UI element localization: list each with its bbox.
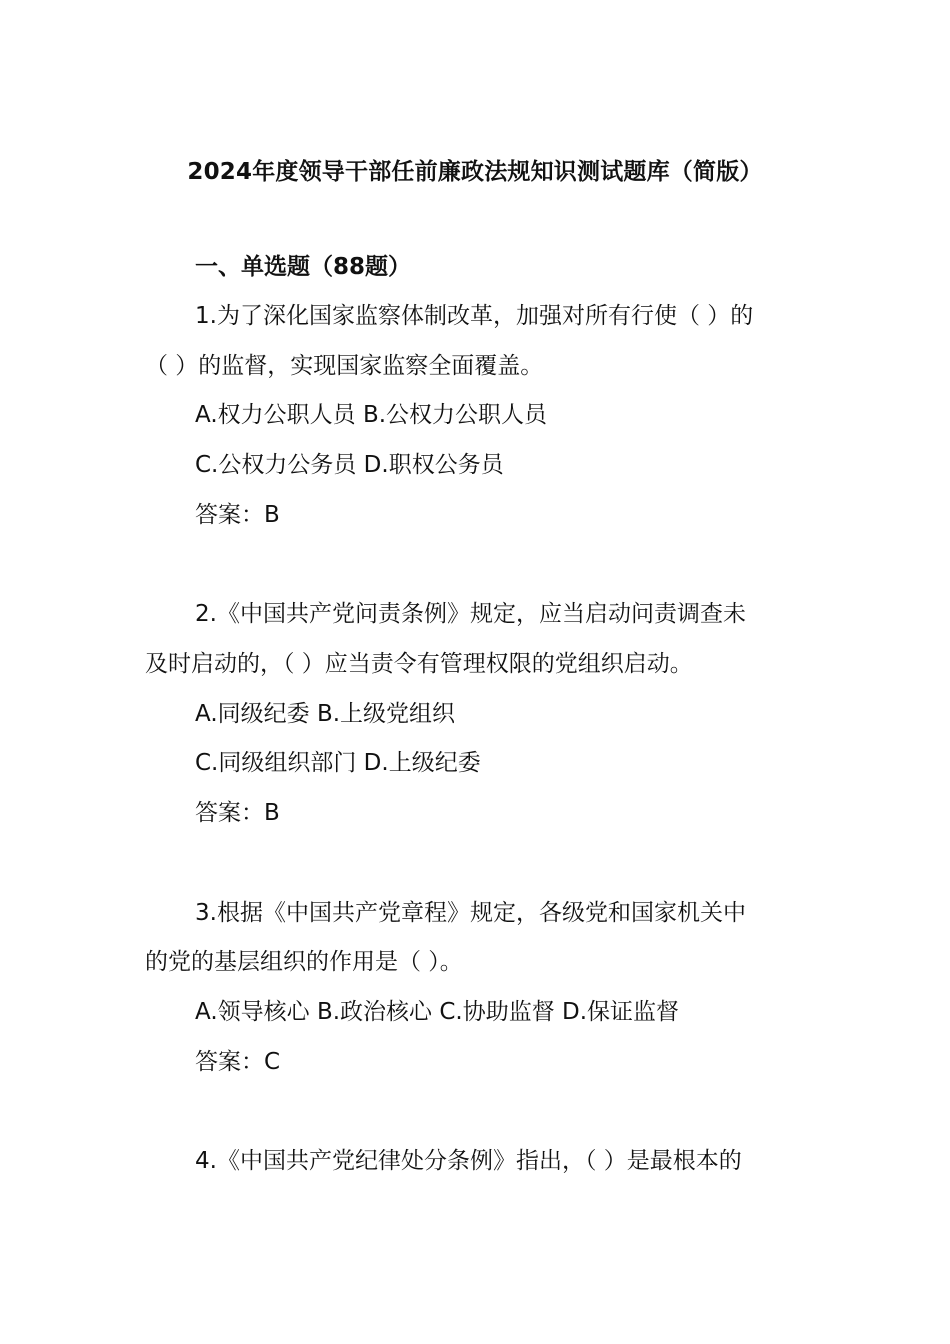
question-2-stem-line-2: 及时启动的，（ ）应当责令有管理权限的党组织启动。: [145, 651, 693, 677]
question-1-options-line-1: A.权力公职人员 B.公权力公职人员: [195, 402, 548, 428]
document-title: 2024年度领导干部任前廉政法规知识测试题库（简版）: [187, 159, 763, 185]
question-3-options-line-1: A.领导核心 B.政治核心 C.协助监督 D.保证监督: [195, 999, 680, 1025]
question-1-answer: 答案：B: [195, 502, 280, 528]
question-2-options-line-2: C.同级组织部门 D.上级纪委: [195, 750, 481, 776]
question-3-stem-line-1: 3.根据《中国共产党章程》规定，各级党和国家机关中: [195, 900, 746, 926]
question-1-stem-line-2: （ ）的监督，实现国家监察全面覆盖。: [145, 353, 544, 379]
question-1-stem-line-1: 1.为了深化国家监察体制改革，加强对所有行使（ ）的: [195, 303, 754, 329]
question-2-answer: 答案：B: [195, 800, 280, 826]
question-3-answer: 答案：C: [195, 1049, 281, 1075]
question-3-stem-line-2: 的党的基层组织的作用是（ ）。: [145, 949, 463, 975]
question-2-options-line-1: A.同级纪委 B.上级党组织: [195, 701, 456, 727]
question-4-stem-line-1: 4.《中国共产党纪律处分条例》指出，（ ）是最根本的: [195, 1148, 742, 1174]
question-2-stem-line-1: 2.《中国共产党问责条例》规定，应当启动问责调查未: [195, 601, 746, 627]
section-heading: 一、单选题（88题）: [195, 254, 412, 280]
question-1-options-line-2: C.公权力公务员 D.职权公务员: [195, 452, 504, 478]
